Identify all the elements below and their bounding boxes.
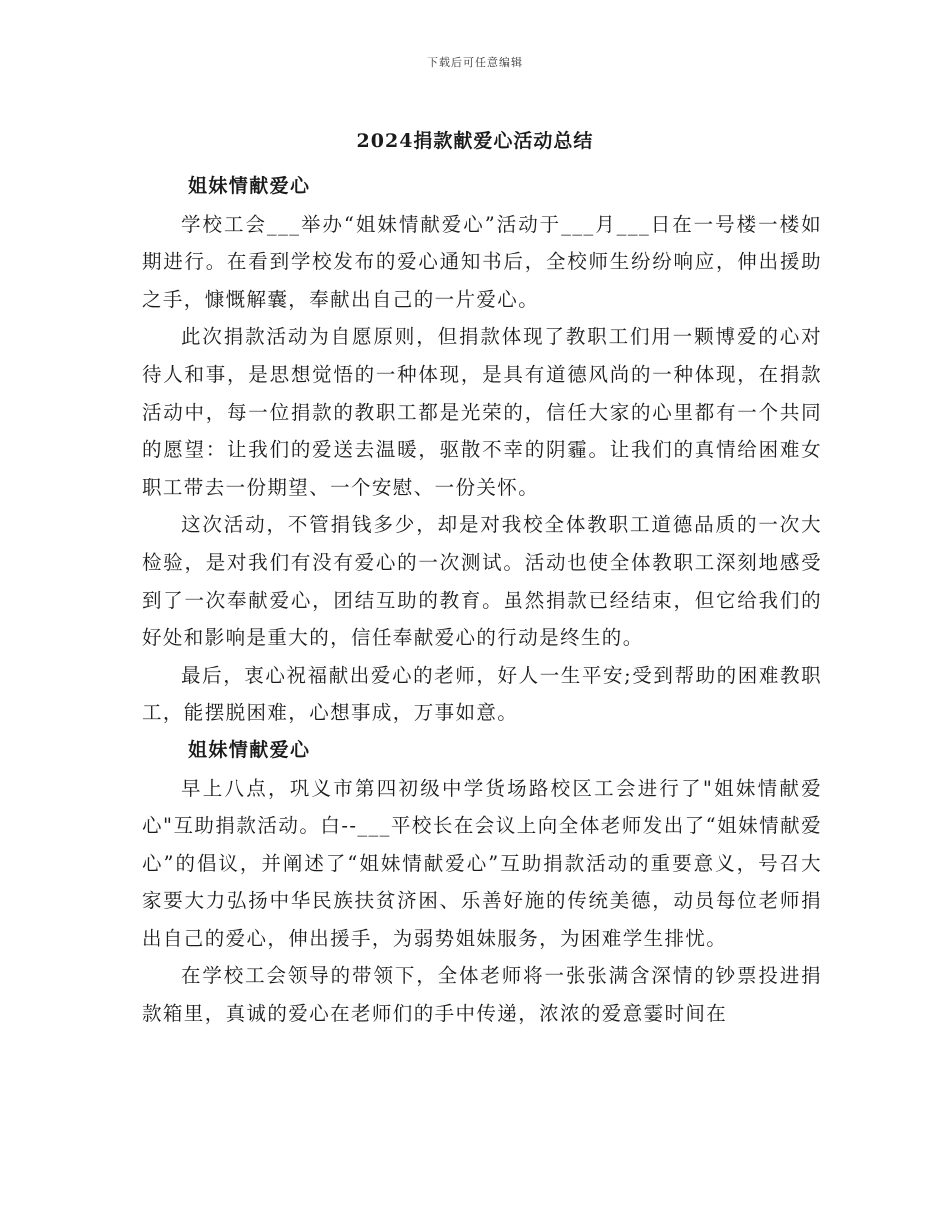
section-heading: 姐妹情献爱心 xyxy=(188,738,311,761)
paragraph: 此次捐款活动为自愿原则，但捐款体现了教职工们用一颗博爱的心对待人和事，是思想觉悟的一种体现，是具有道德风尚的一种体现，在捐款活动中，每一位捐款的教职工都是光荣的，信任大家的心里都有一个共同的愿望：让我们的爱送去温暖，驱散不幸的阴霾。让我们的真情给困难女职工带去一份期望、一个安慰、一份关怀。 xyxy=(142,325,822,499)
paragraph: 最后，衷心祝福献出爱心的老师，好人一生平安;受到帮助的困难教职工，能摆脱困难，心想事成，万事如意。 xyxy=(142,663,822,725)
paragraph: 在学校工会领导的带领下，全体老师将一张张满含深情的钞票投进捐款箱里，真诚的爱心在老师们的手中传递，浓浓的爱意霎时间在 xyxy=(142,964,822,1026)
header-note: 下载后可任意编辑 xyxy=(427,56,523,69)
paragraph: 这次活动，不管捐钱多少，却是对我校全体教职工道德品质的一次大检验，是对我们有没有爱心的一次测试。活动也使全体教职工深刻地感受到了一次奉献爱心，团结互助的教育。虽然捐款已经结束，但它给我们的好处和影响是重大的，信任奉献爱心的行动是终生的。 xyxy=(142,513,822,650)
paragraph: 学校工会___举办“姐妹情献爱心”活动于___月___日在一号楼一楼如期进行。在看到学校发布的爱心通知书后，全校师生纷纷响应，伸出援助之手，慷慨解囊，奉献出自己的一片爱心。 xyxy=(142,212,822,311)
paragraph: 早上八点，巩义市第四初级中学货场路校区工会进行了"姐妹情献爱心"互助捐款活动。白--___平校长在会议上向全体老师发出了“姐妹情献爱心”的倡议，并阐述了“姐妹情献爱心”互助捐款活动的重要意义，号召大家要大力弘扬中华民族扶贫济困、乐善好施的传统美德，动员每位老师捐出自己的爱心，伸出援手，为弱势姐妹服务，为困难学生排忧。 xyxy=(142,776,822,950)
section-heading: 姐妹情献爱心 xyxy=(188,175,311,197)
document-title: 2024捐款献爱心活动总结 xyxy=(356,130,594,152)
document-body xyxy=(142,168,822,1033)
